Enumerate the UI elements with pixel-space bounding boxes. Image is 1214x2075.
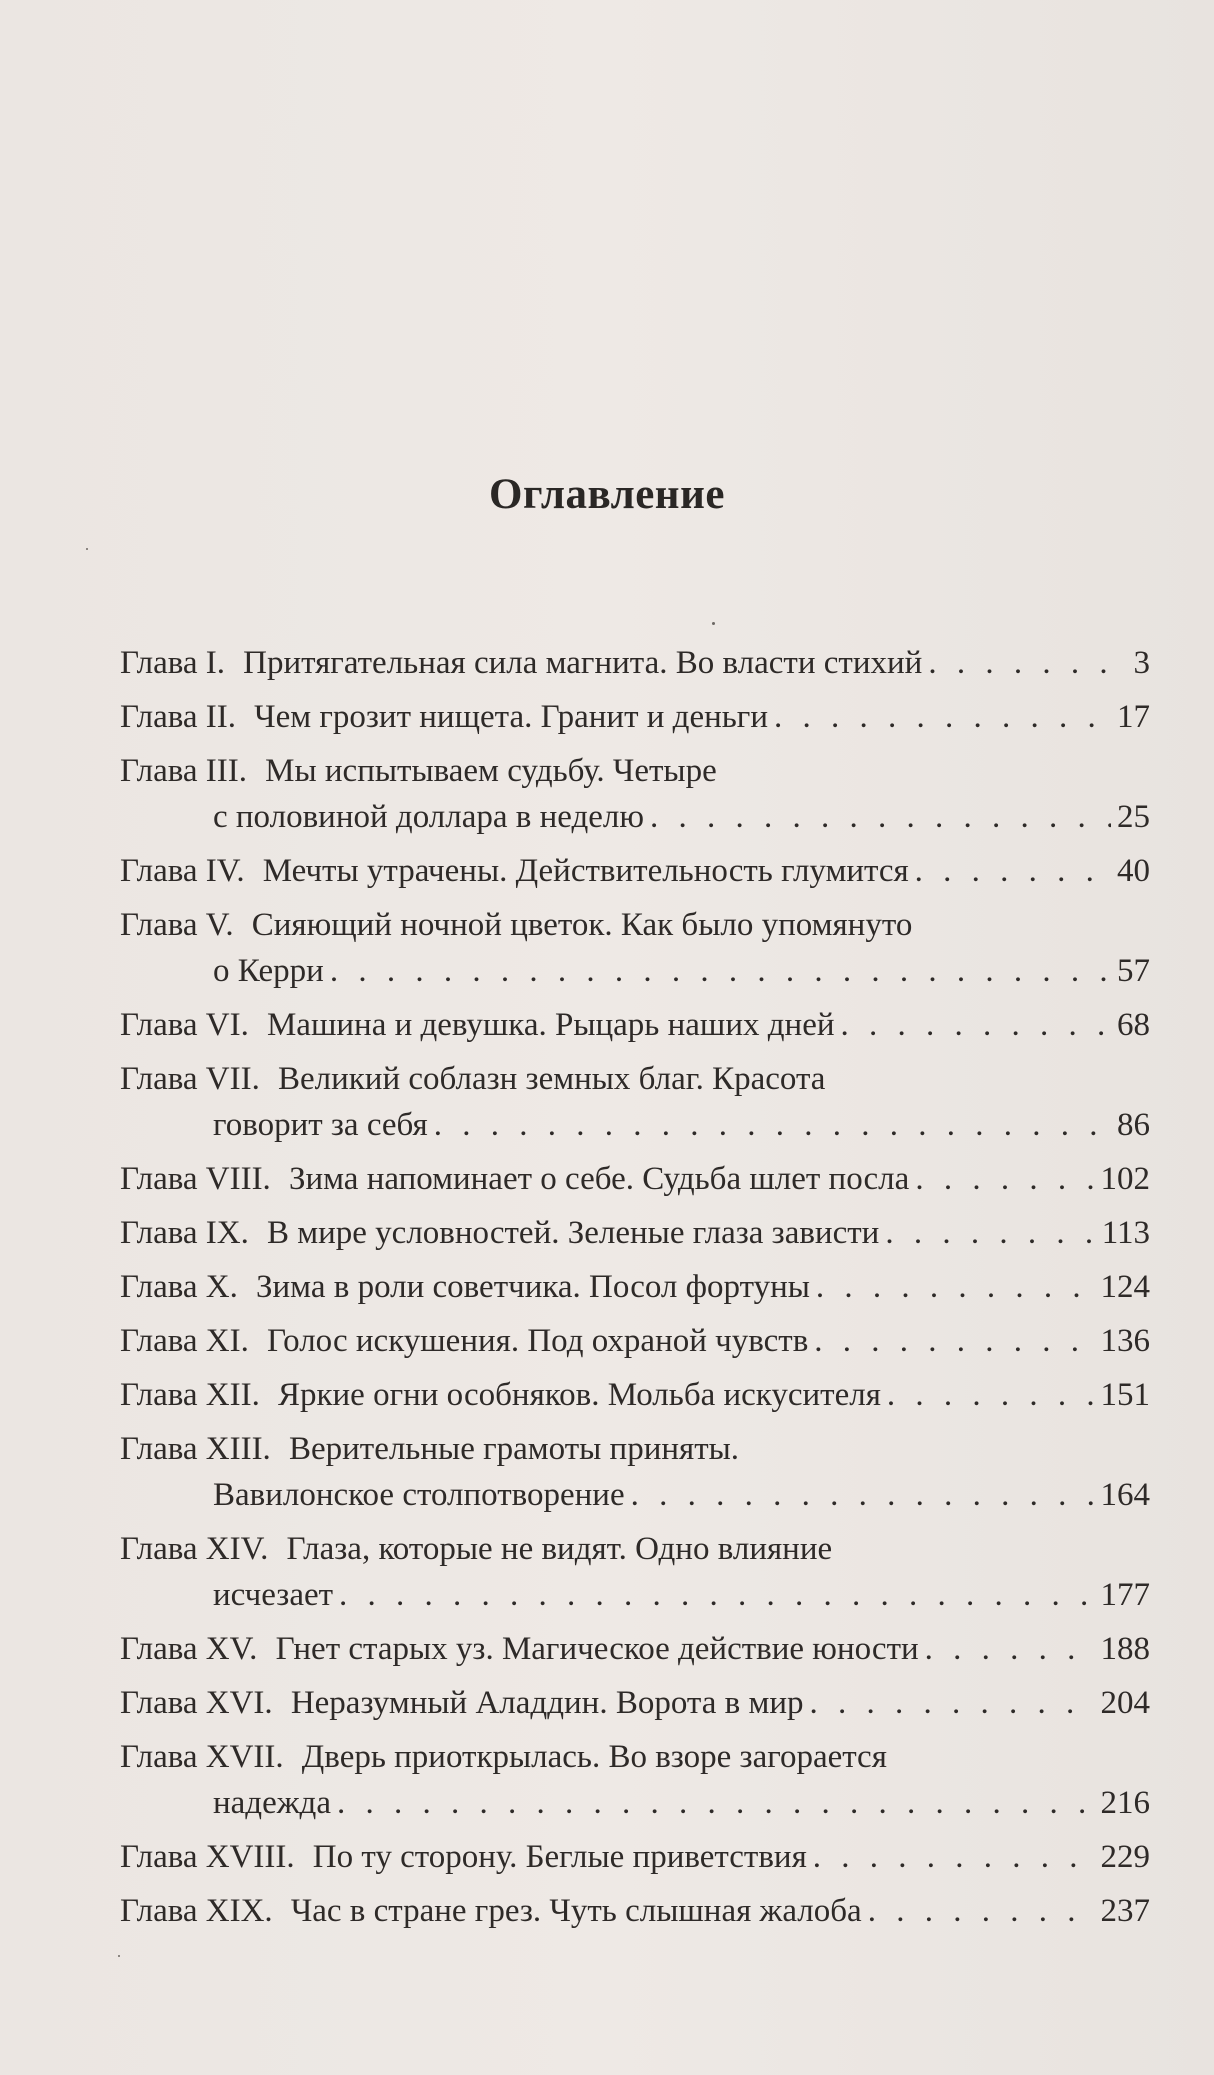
page-number: 177 — [1100, 1577, 1150, 1613]
toc-entry — [120, 1318, 1150, 1364]
chapter-title: Верительные грамоты приняты. — [288, 1431, 740, 1467]
chapter-title: В мире условностей. Зеленые глаза зависти — [266, 1215, 880, 1251]
dot-leader — [925, 1626, 1095, 1672]
chapter-number: Глава IX. — [120, 1215, 249, 1251]
dot-leader — [841, 1002, 1112, 1048]
toc-entry — [120, 1372, 1150, 1418]
toc-entry-continuation-line — [120, 1780, 1150, 1826]
toc-entry-first-line — [120, 1526, 1150, 1572]
chapter-title: Дверь приоткрылась. Во взоре загорается — [301, 1739, 887, 1775]
toc-entry-label — [213, 1472, 625, 1518]
chapter-title: Яркие огни особняков. Мольба искусителя — [277, 1377, 881, 1413]
toc-entry-label — [120, 1002, 835, 1048]
chapter-number: Глава V. — [120, 907, 234, 943]
toc-entry-first-line — [120, 1834, 1150, 1880]
dot-leader — [868, 1888, 1095, 1934]
toc-entry-label — [120, 1626, 919, 1672]
dot-leader — [915, 848, 1111, 894]
toc-entry-continuation-line — [120, 1572, 1150, 1618]
dot-leader — [814, 1318, 1094, 1364]
chapter-number: Глава X. — [120, 1269, 238, 1305]
toc-entry-first-line — [120, 1056, 1150, 1102]
page-title: Оглавление — [489, 471, 725, 518]
toc-entry-label — [120, 1156, 909, 1202]
toc-entry-first-line — [120, 1626, 1150, 1672]
toc-entry-continuation-line — [120, 794, 1150, 840]
dot-leader — [434, 1102, 1111, 1148]
chapter-number: Глава VIII. — [120, 1161, 271, 1197]
dot-leader — [887, 1372, 1095, 1418]
toc-entry — [120, 1264, 1150, 1310]
chapter-title: Голос искушения. Под охраной чувств — [266, 1323, 809, 1359]
chapter-number: Глава XVIII. — [120, 1839, 295, 1875]
dot-leader — [928, 640, 1127, 686]
chapter-number: Глава XVII. — [120, 1739, 284, 1775]
page-number: 136 — [1100, 1323, 1150, 1359]
toc-entry-first-line — [120, 1734, 1150, 1780]
chapter-title: Чем грозит нищета. Гранит и деньги — [254, 699, 768, 735]
chapter-title: Мечты утрачены. Действительность глумится — [262, 853, 909, 889]
toc-entry — [120, 640, 1150, 686]
toc-entry-label — [120, 1318, 808, 1364]
toc-entry-continuation-line — [120, 1102, 1150, 1148]
chapter-title: По ту сторону. Беглые приветствия — [312, 1839, 807, 1875]
toc-entry — [120, 1734, 1150, 1826]
chapter-number: Глава II. — [120, 699, 236, 735]
toc-entry — [120, 1680, 1150, 1726]
toc-entry-first-line — [120, 1888, 1150, 1934]
toc-entry — [120, 1626, 1150, 1672]
chapter-title: Машина и девушка. Рыцарь наших дней — [266, 1007, 835, 1043]
toc-entry-label — [120, 1372, 881, 1418]
toc-entry-label — [120, 1734, 887, 1780]
toc-entry-label — [120, 640, 922, 686]
toc-entry-continuation-line — [120, 1472, 1150, 1518]
chapter-number: Глава I. — [120, 645, 225, 681]
toc-entry — [120, 848, 1150, 894]
page-number: 216 — [1100, 1785, 1150, 1821]
table-of-contents — [120, 640, 1150, 1942]
chapter-number: Глава XIII. — [120, 1431, 271, 1467]
toc-entry-label — [120, 1056, 825, 1102]
page-number: 57 — [1117, 953, 1150, 989]
chapter-number: Глава IV. — [120, 853, 245, 889]
toc-entry-label — [213, 794, 644, 840]
chapter-title: Великий соблазн земных благ. Красота — [277, 1061, 826, 1097]
page-number: 237 — [1100, 1893, 1150, 1929]
page-number: 124 — [1100, 1269, 1150, 1305]
toc-entry-label — [120, 748, 717, 794]
chapter-title: Притягательная сила магнита. Во власти стихий — [243, 645, 923, 681]
toc-entry-first-line — [120, 1156, 1150, 1202]
toc-entry-label — [213, 948, 324, 994]
page-number: 204 — [1100, 1685, 1150, 1721]
toc-entry — [120, 1210, 1150, 1256]
chapter-title: Зима напоминает о себе. Судьба шлет посла — [288, 1161, 910, 1197]
toc-entry-label — [120, 1210, 879, 1256]
toc-entry-first-line — [120, 1002, 1150, 1048]
toc-entry-label — [120, 1526, 832, 1572]
toc-entry-label — [120, 1834, 807, 1880]
paper-speck — [118, 1955, 120, 1957]
toc-entry-first-line — [120, 848, 1150, 894]
chapter-title: Зима в роли советчика. Посол фортуны — [255, 1269, 810, 1305]
toc-entry-label — [120, 902, 912, 948]
chapter-number: Глава XV. — [120, 1631, 258, 1667]
chapter-number: Глава XIV. — [120, 1531, 269, 1567]
page-number: 68 — [1117, 1007, 1150, 1043]
toc-entry — [120, 1002, 1150, 1048]
toc-entry-first-line — [120, 1372, 1150, 1418]
dot-leader — [813, 1834, 1095, 1880]
dot-leader — [774, 694, 1111, 740]
page-number: 229 — [1100, 1839, 1150, 1875]
toc-entry-label — [213, 1572, 333, 1618]
page-number: 113 — [1101, 1215, 1150, 1251]
chapter-number: Глава III. — [120, 753, 247, 789]
toc-entry-label — [120, 1888, 862, 1934]
dot-leader — [915, 1156, 1094, 1202]
toc-entry-first-line — [120, 1426, 1150, 1472]
page-number: 188 — [1100, 1631, 1150, 1667]
dot-leader — [650, 794, 1111, 840]
toc-entry — [120, 1056, 1150, 1148]
chapter-title: о Керри — [213, 953, 324, 989]
chapter-title: с половиной доллара в неделю — [213, 799, 644, 835]
toc-entry-first-line — [120, 748, 1150, 794]
toc-entry-first-line — [120, 1680, 1150, 1726]
toc-entry-label — [120, 1680, 804, 1726]
dot-leader — [885, 1210, 1095, 1256]
page-number: 25 — [1117, 799, 1150, 835]
page-number: 40 — [1117, 853, 1150, 889]
chapter-title: надежда — [213, 1785, 331, 1821]
dot-leader — [816, 1264, 1095, 1310]
page-number: 86 — [1117, 1107, 1150, 1143]
toc-entry — [120, 1888, 1150, 1934]
chapter-title: Глаза, которые не видят. Одно влияние — [286, 1531, 833, 1567]
dot-leader — [337, 1780, 1095, 1826]
toc-entry-label — [213, 1102, 428, 1148]
chapter-title: Час в стране грез. Чуть слышная жалоба — [290, 1893, 862, 1929]
page-number: 3 — [1133, 645, 1150, 681]
chapter-number: Глава VII. — [120, 1061, 260, 1097]
dot-leader — [631, 1472, 1095, 1518]
toc-entry-label — [120, 848, 909, 894]
page-number: 151 — [1100, 1377, 1150, 1413]
toc-entry-first-line — [120, 1318, 1150, 1364]
paper-speck — [712, 622, 715, 625]
toc-entry-label — [213, 1780, 331, 1826]
paper-speck — [86, 548, 88, 550]
toc-entry — [120, 1426, 1150, 1518]
chapter-title: говорит за себя — [213, 1107, 428, 1143]
chapter-title: Гнет старых уз. Магическое действие юности — [275, 1631, 919, 1667]
toc-entry-label — [120, 694, 768, 740]
chapter-title: Вавилонское столпотворение — [213, 1477, 625, 1513]
chapter-title: Сияющий ночной цветок. Как было упомянуто — [251, 907, 913, 943]
chapter-number: Глава XII. — [120, 1377, 260, 1413]
chapter-number: Глава XVI. — [120, 1685, 273, 1721]
toc-entry-first-line — [120, 902, 1150, 948]
page-number: 164 — [1100, 1477, 1150, 1513]
toc-entry-continuation-line — [120, 948, 1150, 994]
chapter-number: Глава XIX. — [120, 1893, 273, 1929]
chapter-title: исчезает — [213, 1577, 334, 1613]
toc-entry — [120, 1156, 1150, 1202]
toc-entry — [120, 748, 1150, 840]
dot-leader — [339, 1572, 1094, 1618]
chapter-title: Неразумный Аладдин. Ворота в мир — [290, 1685, 804, 1721]
toc-entry — [120, 1526, 1150, 1618]
chapter-number: Глава XI. — [120, 1323, 249, 1359]
page-number: 102 — [1100, 1161, 1150, 1197]
toc-entry-first-line — [120, 640, 1150, 686]
toc-entry — [120, 902, 1150, 994]
toc-entry — [120, 694, 1150, 740]
toc-entry-first-line — [120, 694, 1150, 740]
chapter-number: Глава VI. — [120, 1007, 249, 1043]
toc-entry-first-line — [120, 1210, 1150, 1256]
chapter-title: Мы испытываем судьбу. Четыре — [265, 753, 717, 789]
toc-entry-label — [120, 1264, 810, 1310]
page-number: 17 — [1117, 699, 1150, 735]
dot-leader — [330, 948, 1111, 994]
toc-entry-first-line — [120, 1264, 1150, 1310]
toc-entry — [120, 1834, 1150, 1880]
toc-entry-label — [120, 1426, 739, 1472]
dot-leader — [810, 1680, 1095, 1726]
